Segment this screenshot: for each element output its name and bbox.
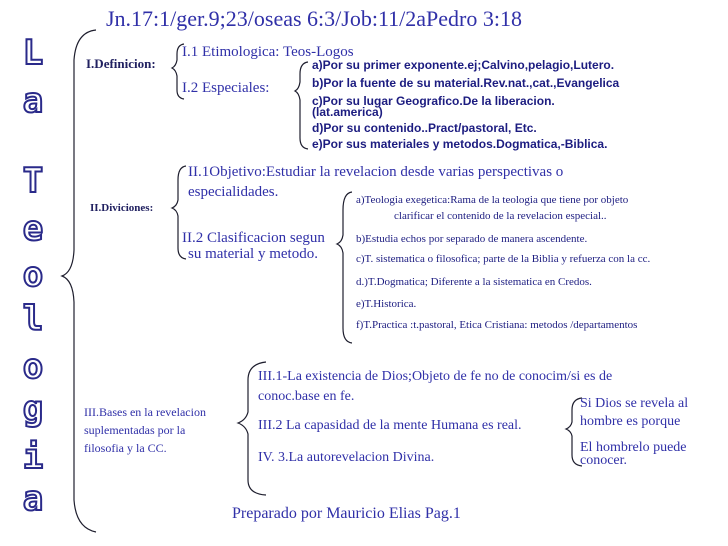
- division-item: d.)T.Dogmatica; Diferente a la sistematica en Credos.: [356, 276, 592, 288]
- note-text: El hombrelo puede: [580, 440, 687, 455]
- vertical-letter: i: [22, 437, 44, 477]
- especial-item: e)Por sus materiales y metodos.Dogmatica,-Biblica.: [312, 137, 608, 151]
- objetivo-text: especialidades.: [188, 184, 279, 200]
- clasificacion-text: su material y metodo.: [188, 246, 318, 262]
- especial-item: d)Por su contenido..Pract/pastoral, Etc.: [312, 121, 537, 135]
- vertical-letter: a: [22, 479, 44, 519]
- bases-item: conoc.base en fe.: [258, 389, 355, 404]
- bases-item: III.1-La existencia de Dios;Objeto de fe no de conocim/si es de: [258, 369, 613, 384]
- bases-label: suplementadas por la: [84, 423, 186, 437]
- especial-item: (lat.america): [312, 105, 383, 119]
- note-text: hombre es porque: [580, 414, 681, 429]
- especiales-text: I.2 Especiales:: [182, 80, 270, 96]
- vertical-letter: g: [22, 389, 44, 429]
- vertical-letter: o: [22, 347, 44, 387]
- bases-item: IV. 3.La autorevelacion Divina.: [258, 450, 435, 465]
- objetivo-text: II.1Objetivo:Estudiar la revelacion desde varias perspectivas o: [188, 164, 564, 180]
- especial-item: a)Por su primer exponente.ej;Calvino,pelagio,Lutero.: [312, 58, 615, 72]
- especiales-brace: [295, 62, 308, 149]
- bases-label: filosofia y la CC.: [84, 441, 167, 455]
- header-title: Jn.17:1/ger.9;23/oseas 6:3/Job:11/2aPedro 3:18: [106, 6, 522, 31]
- definicion-label: I.Definicion:: [86, 56, 156, 71]
- vertical-letter: L: [22, 33, 44, 73]
- division-item: f)T.Practica :t.pastoral, Etica Cristiana: metodos /departamentos: [356, 319, 638, 331]
- bases-item: III.2 La capasidad de la mente Humana es real.: [258, 418, 522, 433]
- etimologica-text: I.1 Etimologica: Teos-Logos: [182, 44, 354, 60]
- division-item: a)Teologia exegetica:Rama de la teologia que tiene por objeto: [356, 194, 629, 206]
- clasificacion-text: II.2 Clasificacion segun: [182, 230, 325, 246]
- note-text: Si Dios se revela al: [580, 396, 689, 411]
- diviciones-label: II.Diviciones:: [90, 202, 154, 214]
- vertical-letter: T: [22, 161, 44, 201]
- division-item: b)Estudia echos por separado de manera ascendente.: [356, 233, 588, 245]
- footer-credit: Preparado por Mauricio Elias Pag.1: [232, 505, 461, 522]
- vertical-letter: o: [22, 255, 44, 295]
- vertical-letter: a: [22, 81, 44, 121]
- bases-label: III.Bases en la revelacion: [84, 405, 206, 419]
- vertical-letter: l: [22, 299, 44, 339]
- division-item: c)T. sistematica o filosofica; parte de la Biblia y refuerza con la cc.: [356, 253, 651, 265]
- clasificacion-brace: [337, 192, 352, 343]
- vertical-letter: e: [22, 209, 44, 249]
- main-brace: [62, 30, 96, 532]
- especial-item: c)Por su lugar Geografico.De la liberacion.: [312, 94, 555, 108]
- especial-item: b)Por la fuente de su material.Rev.nat.,cat.,Evangelica: [312, 76, 620, 90]
- division-item: e)T.Historica.: [356, 298, 417, 310]
- note-text: conocer.: [580, 453, 628, 468]
- division-item: clarificar el contenido de la revelacion especial..: [394, 210, 607, 222]
